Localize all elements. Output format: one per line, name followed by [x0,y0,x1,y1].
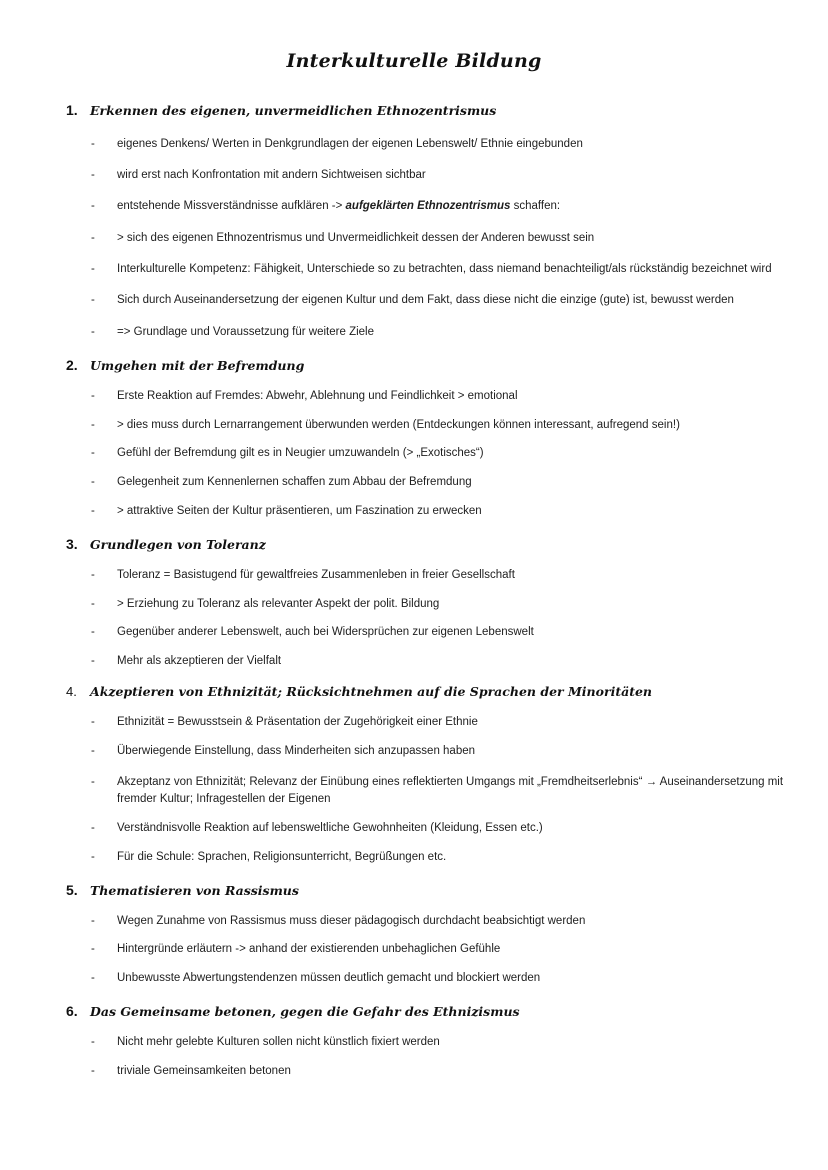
list-item: - > attraktive Seiten der Kultur präsentieren, um Faszination zu erwecken [91,505,482,517]
section-heading [66,102,496,118]
list-item: - Wegen Zunahme von Rassismus muss dieser pädagogisch durchdacht beabsichtigt werden [91,915,586,927]
section-title: Thematisieren von Rassismus [90,883,299,898]
list-item: - => Grundlage und Voraussetzung für weitere Ziele [91,326,374,338]
list-item: - Verständnisvolle Reaktion auf lebensweltliche Gewohnheiten (Kleidung, Essen etc.) [91,822,543,834]
section-title: Umgehen mit der Befremdung [90,358,305,373]
list-item: - Akzeptanz von Ethnizität; Relevanz der Einübung eines reflektierten Umgangs mit „Fremdheitserlebnis“ → Auseinandersetzung mit fremder Kultur; Infragestellen der Eigenen [91,776,784,805]
section-number: 3. [66,536,78,552]
list-item: - Interkulturelle Kompetenz: Fähigkeit, Unterschiede so zu betrachten, dass niemand benachteiligt/als rückständig bezeichnet wird [91,263,772,275]
section-heading [66,536,266,552]
section-number: 4. [66,684,77,699]
list-item: - eigenes Denkens/ Werten in Denkgrundlagen der eigenen Lebenswelt/ Ethnie eingebunden [91,138,583,150]
list-item: - Mehr als akzeptieren der Vielfalt [91,655,282,667]
list-item: - Toleranz = Basistugend für gewaltfreies Zusammenleben in freier Gesellschaft [91,569,515,581]
section-heading [66,882,299,898]
emphasis-text: aufgeklärten Ethnozentrismus [345,200,511,212]
section-number: 2. [66,357,78,373]
section-heading [66,684,652,699]
section-number: 1. [66,102,78,118]
section-title: Erkennen des eigenen, unvermeidlichen Ethnozentrismus [90,103,497,118]
list-item: - Hintergründe erläutern -> anhand der existierenden unbehaglichen Gefühle [91,943,501,955]
list-item: - Für die Schule: Sprachen, Religionsunterricht, Begrüßungen etc. [91,851,447,863]
list-item: - Unbewusste Abwertungstendenzen müssen deutlich gemacht und blockiert werden [91,972,541,984]
list-item: - > dies muss durch Lernarrangement überwunden werden (Entdeckungen können interessant, aufregend sein!) [91,419,680,431]
list-item: - triviale Gemeinsamkeiten betonen [91,1065,291,1077]
section-number: 6. [66,1003,78,1019]
section-heading [66,357,304,373]
list-item: - Nicht mehr gelebte Kulturen sollen nicht künstlich fixiert werden [91,1036,440,1048]
page-title: Interkulturelle Bildung [286,50,542,72]
list-item: - entstehende Missverständnisse aufklären -> aufgeklärten Ethnozentrismus schaffen: [91,200,561,212]
list-item: - > Erziehung zu Toleranz als relevanter Aspekt der polit. Bildung [91,598,440,610]
list-item: - > sich des eigenen Ethnozentrismus und Unvermeidlichkeit dessen der Anderen bewusst sein [91,232,595,244]
section-heading [66,1003,520,1019]
list-item: - Überwiegende Einstellung, dass Minderheiten sich anzupassen haben [91,745,476,757]
section-number: 5. [66,882,78,898]
list-item: - Ethnizität = Bewusstsein & Präsentation der Zugehörigkeit einer Ethnie [91,716,478,728]
list-item: - Erste Reaktion auf Fremdes: Abwehr, Ablehnung und Feindlichkeit > emotional [91,390,518,402]
section-title: Grundlegen von Toleranz [90,537,266,552]
section-title: Das Gemeinsame betonen, gegen die Gefahr des Ethnizismus [90,1004,520,1019]
section-title: Akzeptieren von Ethnizität; Rücksichtnehmen auf die Sprachen der Minoritäten [90,684,653,699]
list-item: - Gelegenheit zum Kennenlernen schaffen zum Abbau der Befremdung [91,476,472,488]
list-item: - wird erst nach Konfrontation mit andern Sichtweisen sichtbar [91,169,426,181]
list-item: - Sich durch Auseinandersetzung der eigenen Kultur und dem Fakt, dass diese nicht die einzige (gute) ist, bewusst werden [91,294,734,306]
list-item: - Gegenüber anderer Lebenswelt, auch bei Widersprüchen zur eigenen Lebenswelt [91,626,534,638]
list-item: - Gefühl der Befremdung gilt es in Neugier umzuwandeln (> „Exotisches“) [91,447,484,459]
